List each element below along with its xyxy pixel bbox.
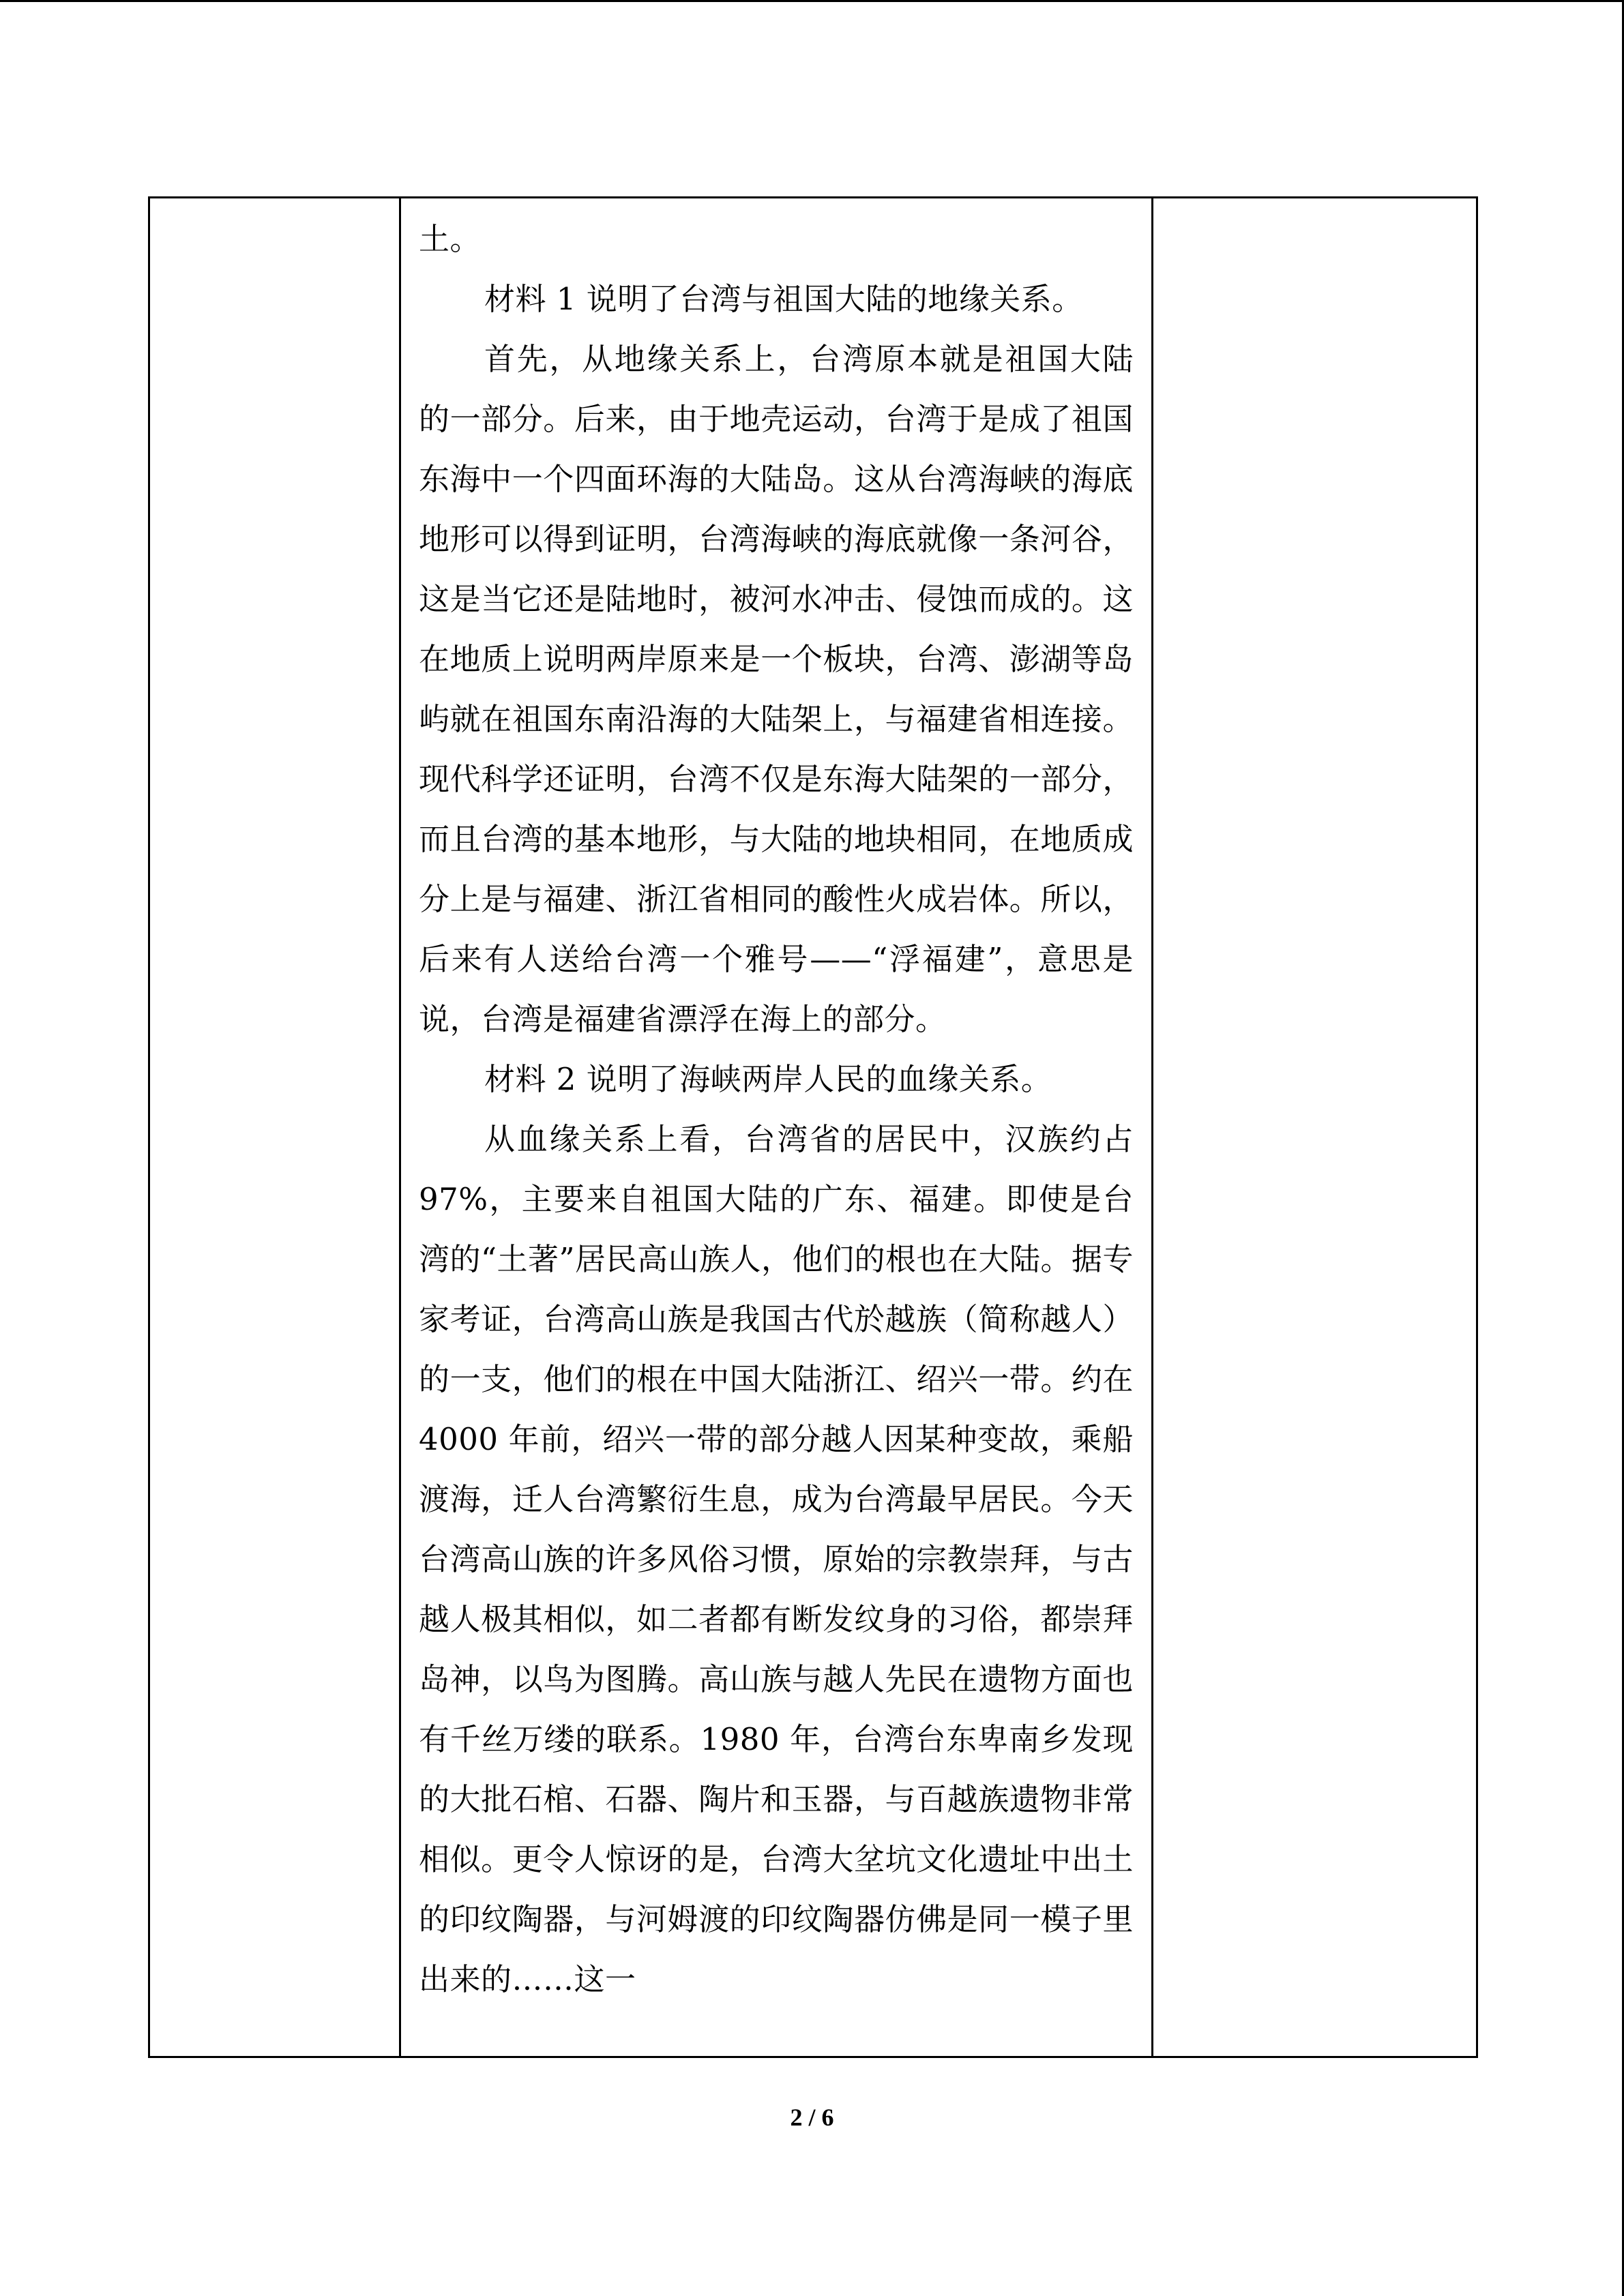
page-number: 2 / 6	[790, 2104, 834, 2131]
text-cell	[400, 198, 1153, 2057]
text-content	[401, 198, 1151, 2010]
content-table	[148, 196, 1478, 2058]
table-row	[149, 198, 1477, 2057]
right-cell	[1153, 198, 1477, 2057]
paragraph: 首先，从地缘关系上，台湾原本就是祖国大陆的一部分。后来，由于地壳运动，台湾于是成了祖国东海中一个四面环海的大陆岛。这从台湾海峡的海底地形可以得到证明，台湾海峡的海底就像一条河谷，这是当它还是陆地时，被河水冲击、侵蚀而成的。这在地质上说明两岸原来是一个板块，台湾、澎湖等岛屿就在祖国东南沿海的大陆架上，与福建省相连接。现代科学还证明，台湾不仅是东海大陆架的一部分，而且台湾的基本地形，与大陆的地块相同，在地质成分上是与福建、浙江省相同的酸性火成岩体。所以，后来有人送给台湾一个雅号——“浮福建”，意思是说，台湾是福建省漂浮在海上的部分。	[419, 341, 1134, 1037]
paragraph: 材料 2 说明了海峡两岸人民的血缘关系。	[484, 1061, 1052, 1097]
paragraph: 土。	[419, 221, 482, 257]
left-cell	[149, 198, 400, 2057]
paragraph: 材料 1 说明了台湾与祖国大陆的地缘关系。	[484, 281, 1083, 317]
paragraph: 从血缘关系上看，台湾省的居民中，汉族约占 97%，主要来自祖国大陆的广东、福建。即使是台湾的“土著”居民高山族人，他们的根也在大陆。据专家考证，台湾高山族是我国古代於越族（简称越人）的一支，他们的根在中国大陆浙江、绍兴一带。约在 4000 年前，绍兴一带的部分越人因某种变故，乘船渡海，迁人台湾繁衍生息，成为台湾最早居民。今天台湾高山族的许多风俗习惯，原始的宗教崇拜，与古越人极其相似，如二者都有断发纹身的习俗，都崇拜岛神，以鸟为图腾。高山族与越人先民在遗物方面也有千丝万缕的联系。1980 年，台湾台东卑南乡发现的大批石棺、石器、陶片和玉器，与百越族遗物非常相似。更令人惊讶的是，台湾大坌坑文化遗址中出土的印纹陶器，与河姆渡的印纹陶器仿佛是同一模子里出来的……这一	[419, 1121, 1134, 1997]
